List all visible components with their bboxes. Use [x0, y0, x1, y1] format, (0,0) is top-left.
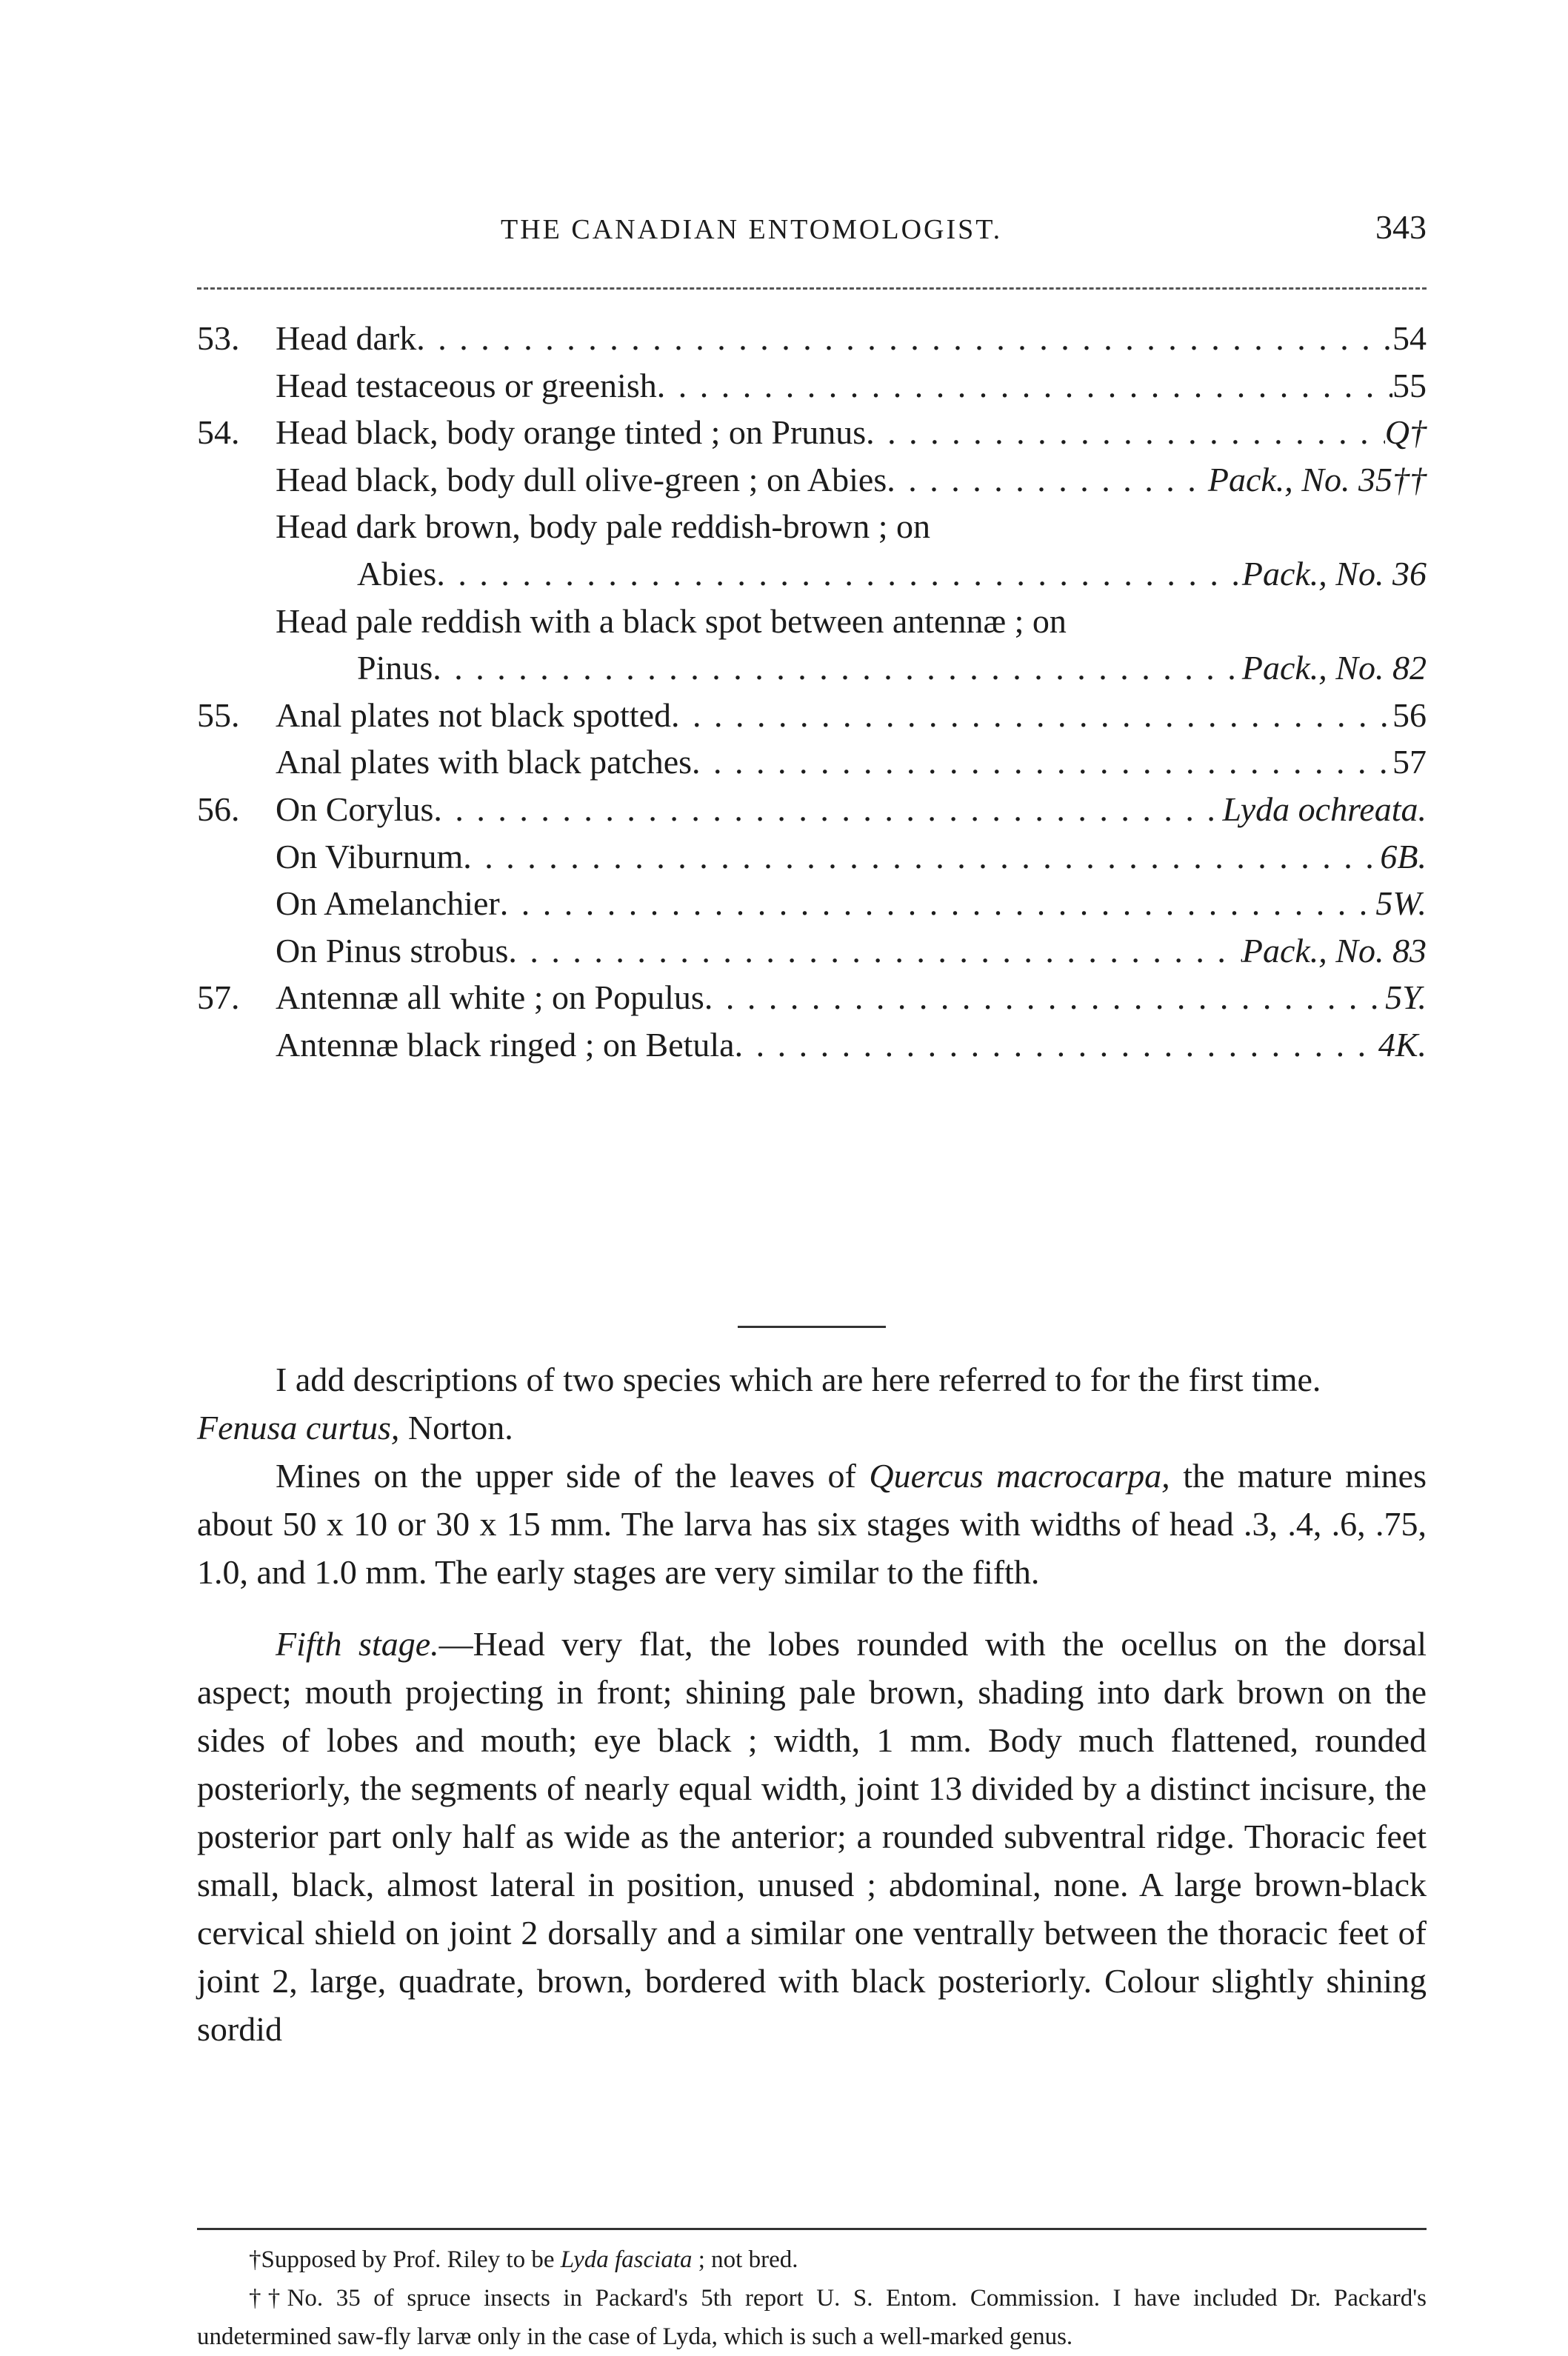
species-heading	[197, 1404, 1427, 1452]
leader-dots	[463, 833, 1380, 881]
fifth-stage-label: Fifth stage.	[276, 1625, 439, 1663]
key-entry	[276, 503, 1427, 550]
key-line	[197, 880, 1427, 927]
leader-dots	[416, 315, 1392, 362]
host-species: Quercus macrocarpa,	[869, 1457, 1170, 1495]
key-result: 5W.	[1375, 884, 1427, 923]
key-text: On Viburnum	[276, 837, 464, 875]
key-result: 55	[1392, 366, 1427, 404]
key-text: On Amelanchier	[276, 884, 500, 923]
identification-key	[197, 315, 1427, 1069]
mines-text-b: the mature mines about 50 x 10 or 30 x 15 mm. The larva has six stages with widths of head .3, .4, .6, .75, 1.0, and 1.0 mm. The early stages are very similar to the fifth.	[197, 1457, 1427, 1591]
journal-title: THE CANADIAN ENTOMOLOGIST.	[501, 214, 1003, 245]
species-name: Fenusa curtus,	[197, 1409, 400, 1446]
key-text: Antennæ black ringed ; on Betula	[276, 1025, 735, 1064]
key-line	[197, 598, 1427, 645]
key-entry	[276, 974, 1427, 1021]
key-text: On Pinus strobus	[276, 931, 509, 970]
mines-paragraph	[197, 1452, 1427, 1596]
species-author: Norton.	[407, 1409, 513, 1446]
key-line	[197, 315, 1427, 362]
key-result: 4K.	[1378, 1025, 1427, 1064]
key-entry	[276, 738, 1427, 786]
key-result: 5Y.	[1385, 978, 1427, 1017]
key-text: On Corylus	[276, 790, 434, 828]
key-line	[197, 550, 1427, 598]
key-couplet-number: 53.	[197, 319, 240, 357]
key-result: Pack., No. 35††	[1207, 460, 1427, 498]
key-line	[197, 927, 1427, 975]
key-entry	[276, 598, 1427, 645]
leader-dots	[508, 927, 1241, 975]
header-rule	[197, 287, 1427, 290]
key-result: Pack., No. 83	[1241, 931, 1427, 970]
key-couplet-number: 54.	[197, 413, 240, 452]
key-line	[197, 644, 1427, 692]
key-entry	[357, 550, 1427, 598]
running-header	[197, 207, 1427, 259]
key-result: Pack., No. 82	[1241, 649, 1427, 687]
key-couplet-number: 55.	[197, 695, 240, 734]
key-text: Head dark	[276, 319, 417, 357]
leader-dots	[735, 1021, 1378, 1069]
footnote-rule	[197, 2228, 1427, 2230]
key-entry	[276, 880, 1427, 927]
page-number: 343	[1375, 208, 1427, 246]
key-result: Q†	[1384, 413, 1427, 452]
key-line	[197, 503, 1427, 550]
key-text: Anal plates with black patches	[276, 743, 693, 781]
leader-dots	[433, 786, 1222, 833]
footnote-1	[197, 2240, 1427, 2279]
key-line	[197, 1021, 1427, 1069]
key-entry	[276, 315, 1427, 362]
footnotes	[197, 2240, 1427, 2356]
key-text: Head pale reddish with a black spot between antennæ ; on	[276, 601, 1067, 640]
paragraph-gap	[197, 1596, 1427, 1620]
key-couplet-number: 57.	[197, 978, 240, 1017]
key-entry	[276, 1021, 1427, 1069]
footnote-2: ††No. 35 of spruce insects in Packard's 5th report U. S. Entom. Commission. I have included Dr. Packard's undetermined saw-fly larvæ only in the case of Lyda, which is such a well-marked genus.	[197, 2285, 1427, 2350]
fifth-stage-paragraph	[197, 1620, 1427, 2053]
key-entry	[357, 644, 1427, 692]
footnote-1-tail: ; not bred.	[698, 2246, 798, 2273]
fifth-stage-text: —Head very flat, the lobes rounded with the ocellus on the dorsal aspect; mouth projecting in front; shining pale brown, shading into dark brown on the sides of lobes and mouth; eye black ; width, 1 mm. Body much flattened, rounded posteriorly, the segments of nearly equal width, joint 13 divided by a distinct incisure, the posterior part only half as wide as the anterior; a rounded subventral ridge. Thoracic feet small, black, almost lateral in position, unused ; abdominal, none. A large brown-black cervical shield on joint 2 dorsally and a similar one ventrally between the thoracic feet of joint 2, large, quadrate, brown, bordered with black posteriorly. Colour slightly shining sordid	[197, 1625, 1427, 2048]
key-line	[197, 409, 1427, 456]
leader-dots	[704, 974, 1385, 1021]
key-line	[197, 786, 1427, 833]
key-result: Lyda ochreata.	[1222, 790, 1427, 828]
section-separator	[738, 1326, 886, 1328]
footnote-1-text: †Supposed by Prof. Riley to be	[249, 2246, 555, 2273]
page	[197, 207, 1427, 2350]
key-entry	[276, 927, 1427, 975]
key-text: Head black, body dull olive-green ; on Abies	[276, 460, 887, 498]
key-entry	[276, 833, 1427, 881]
leader-dots	[692, 738, 1392, 786]
footnote-1-species: Lyda fasciata	[560, 2246, 693, 2273]
key-text: Head dark brown, body pale reddish-brown ; on	[276, 507, 930, 546]
key-entry	[276, 362, 1427, 410]
key-result: Pack., No. 36	[1241, 554, 1427, 593]
key-line	[197, 362, 1427, 410]
leader-dots	[436, 550, 1242, 598]
key-entry	[276, 786, 1427, 833]
key-text: Abies	[357, 554, 437, 593]
key-entry	[276, 692, 1427, 739]
key-result: 57	[1392, 743, 1427, 781]
article-body	[197, 1355, 1427, 2053]
key-line	[197, 738, 1427, 786]
leader-dots	[671, 692, 1392, 739]
key-entry	[276, 409, 1427, 456]
leader-dots	[887, 456, 1208, 504]
key-text: Pinus	[357, 649, 433, 687]
intro-paragraph: I add descriptions of two species which are here referred to for the first time.	[276, 1361, 1321, 1398]
leader-dots	[866, 409, 1385, 456]
key-result: 56	[1392, 695, 1427, 734]
key-text: Antennæ all white ; on Populus	[276, 978, 704, 1017]
leader-dots	[433, 644, 1242, 692]
key-entry	[276, 456, 1427, 504]
key-text: Anal plates not black spotted	[276, 695, 671, 734]
leader-dots	[657, 362, 1392, 410]
key-couplet-number: 56.	[197, 790, 240, 828]
key-text: Head black, body orange tinted ; on Prunus	[276, 413, 867, 452]
key-line	[197, 974, 1427, 1021]
key-text: Head testaceous or greenish	[276, 366, 657, 404]
key-line	[197, 833, 1427, 881]
key-line	[197, 456, 1427, 504]
key-result: 54	[1392, 319, 1427, 357]
leader-dots	[500, 880, 1376, 927]
key-result: 6B.	[1380, 837, 1427, 875]
key-line	[197, 692, 1427, 739]
mines-text-a: Mines on the upper side of the leaves of	[276, 1457, 856, 1495]
